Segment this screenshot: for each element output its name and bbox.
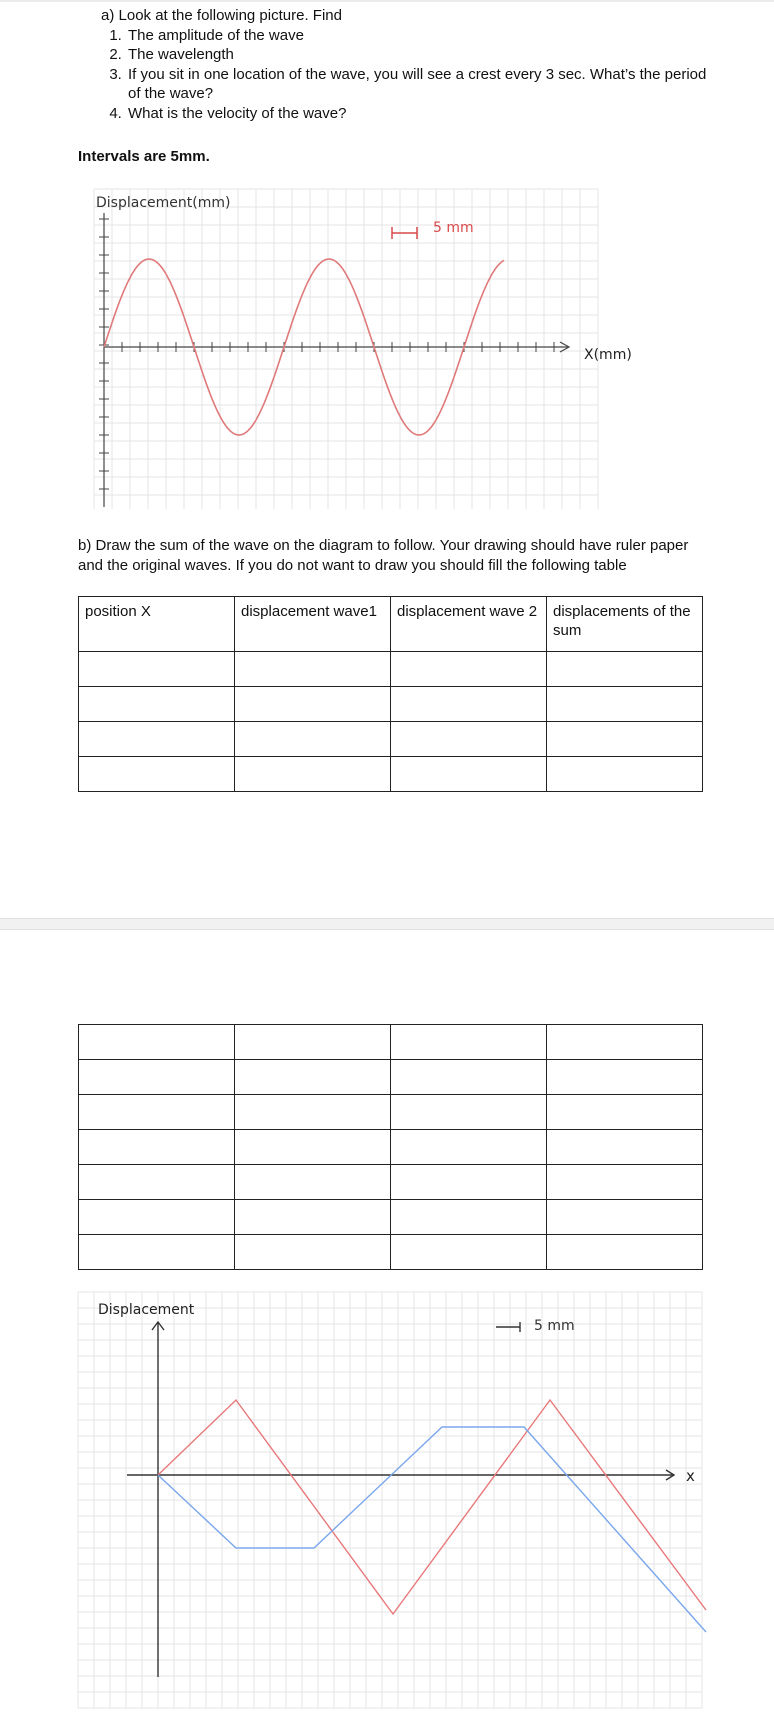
table-row <box>79 652 703 687</box>
table-cell[interactable] <box>547 1235 703 1270</box>
x-axis-label: X(mm) <box>584 347 632 363</box>
table-cell[interactable] <box>235 722 391 757</box>
table-row <box>79 1200 703 1235</box>
table-cell[interactable] <box>235 1200 391 1235</box>
page-top-rule <box>0 0 774 2</box>
y-axis-label: Displacement(mm) <box>96 195 231 211</box>
table-cell[interactable] <box>235 1060 391 1095</box>
table-cell[interactable] <box>547 757 703 792</box>
page-break <box>0 918 774 930</box>
wave-1-line <box>158 1400 706 1614</box>
table-cell[interactable] <box>547 652 703 687</box>
table-cell[interactable] <box>391 1025 547 1060</box>
axes <box>99 213 569 507</box>
table-cell[interactable] <box>547 1165 703 1200</box>
y-axis-label: Displacement <box>98 1302 195 1318</box>
table-row <box>79 722 703 757</box>
table-cell[interactable] <box>79 652 235 687</box>
table-row <box>79 1130 703 1165</box>
table-cell[interactable] <box>79 1060 235 1095</box>
table-cell[interactable] <box>391 757 547 792</box>
table-cell[interactable] <box>79 1235 235 1270</box>
table-cell[interactable] <box>391 722 547 757</box>
table-cell[interactable] <box>79 722 235 757</box>
x-axis-label: x <box>686 1467 695 1485</box>
table-cell[interactable] <box>79 1095 235 1130</box>
table-cell[interactable] <box>79 1025 235 1060</box>
table-row <box>79 1095 703 1130</box>
table-cell[interactable] <box>547 1095 703 1130</box>
wave-2-line <box>158 1427 706 1632</box>
table-row <box>79 1060 703 1095</box>
scale-bar <box>392 227 417 239</box>
table-cell[interactable] <box>391 1165 547 1200</box>
table-row <box>79 687 703 722</box>
table-cell[interactable] <box>79 1130 235 1165</box>
table-cell[interactable] <box>547 722 703 757</box>
table-cell[interactable] <box>235 1165 391 1200</box>
table-row <box>79 1165 703 1200</box>
header-displacement-wave2: displacement wave 2 <box>391 597 547 652</box>
wave-figure-1 <box>90 185 632 515</box>
intervals-note: Intervals are 5mm. <box>78 148 210 165</box>
question-a-list <box>101 26 721 124</box>
question-a-intro: a) Look at the following picture. Find <box>101 7 342 24</box>
table-cell[interactable] <box>547 1130 703 1165</box>
question-a-item: 4. What is the velocity of the wave? <box>126 104 721 124</box>
graph-paper-grid <box>78 1292 702 1708</box>
graph-paper-grid <box>94 189 598 509</box>
table-cell[interactable] <box>547 687 703 722</box>
header-position-x: position X <box>79 597 235 652</box>
table-cell[interactable] <box>79 757 235 792</box>
table-row <box>79 1025 703 1060</box>
table-cell[interactable] <box>235 757 391 792</box>
question-b: b) Draw the sum of the wave on the diagram to follow. Your drawing should have ruler paper and the original waves. If you do not want to draw you should fill the following table <box>78 537 689 574</box>
table-row <box>79 1235 703 1270</box>
table-cell[interactable] <box>235 687 391 722</box>
table-header-row <box>79 597 703 652</box>
table-cell[interactable] <box>79 1200 235 1235</box>
table-cell[interactable] <box>547 1200 703 1235</box>
question-a <box>101 6 721 123</box>
table-cell[interactable] <box>391 687 547 722</box>
table-cell[interactable] <box>235 1095 391 1130</box>
table-row <box>79 757 703 792</box>
table-cell[interactable] <box>79 1165 235 1200</box>
wave-figure-2 <box>78 1292 706 1712</box>
scale-label: 5 mm <box>433 220 474 236</box>
table-cell[interactable] <box>235 1025 391 1060</box>
header-displacement-sum: displacements of the sum <box>547 597 703 652</box>
table-cell[interactable] <box>391 1060 547 1095</box>
table-cell[interactable] <box>235 1235 391 1270</box>
header-displacement-wave1: displacement wave1 <box>235 597 391 652</box>
table-cell[interactable] <box>391 1095 547 1130</box>
question-a-item: 1. The amplitude of the wave <box>126 26 721 46</box>
table-cell[interactable] <box>391 1235 547 1270</box>
table-cell[interactable] <box>79 687 235 722</box>
question-a-item: 2. The wavelength <box>126 45 721 65</box>
scale-label: 5 mm <box>534 1318 575 1334</box>
table-cell[interactable] <box>547 1060 703 1095</box>
sum-table-continued <box>78 1024 703 1270</box>
table-cell[interactable] <box>391 652 547 687</box>
sum-table <box>78 596 703 792</box>
table-cell[interactable] <box>391 1130 547 1165</box>
table-cell[interactable] <box>235 652 391 687</box>
table-cell[interactable] <box>391 1200 547 1235</box>
table-cell[interactable] <box>235 1130 391 1165</box>
table-cell[interactable] <box>547 1025 703 1060</box>
question-a-item: 3. If you sit in one location of the wave, you will see a crest every 3 sec. What’s the period of the wave? <box>126 65 721 104</box>
